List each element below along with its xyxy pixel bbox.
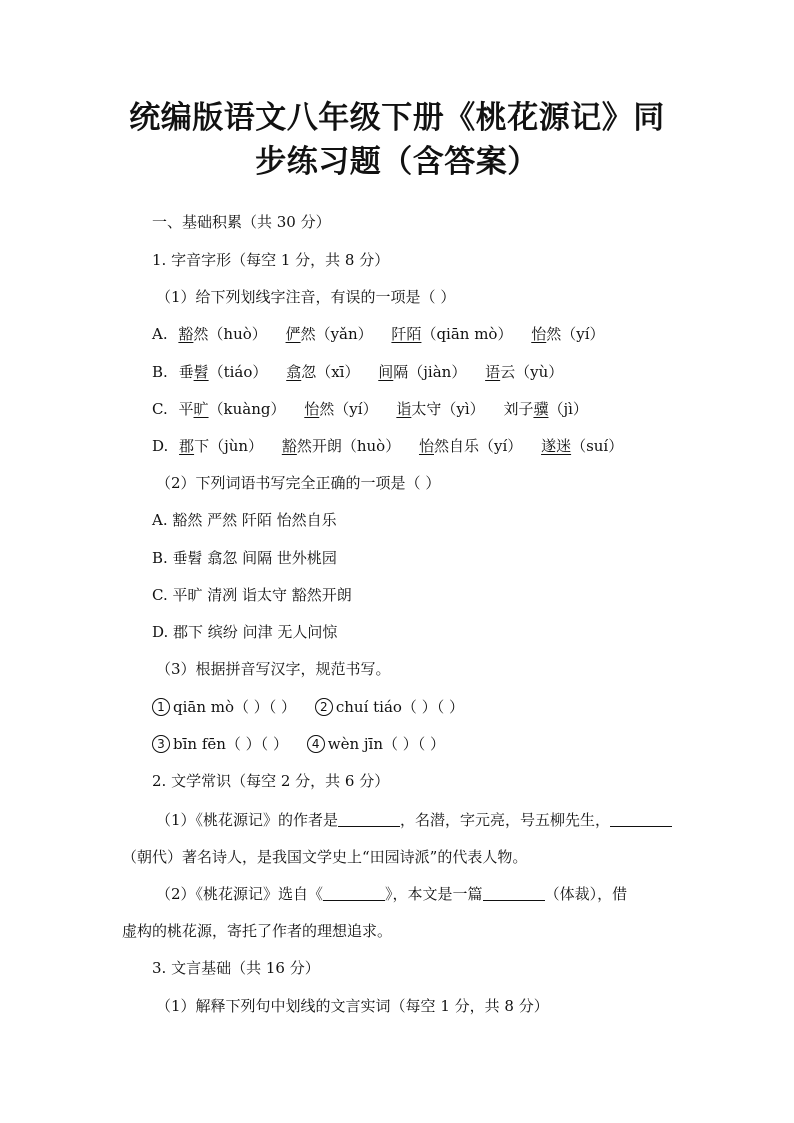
title-line-1: 统编版语文八年级下册《桃花源记》同: [129, 100, 665, 136]
word-option-a: A. 豁然 严然 阡陌 怡然自乐: [152, 511, 337, 529]
section-heading: 一、基础积累（共 30 分）: [152, 213, 331, 231]
question-2-heading: 2. 文学常识（每空 2 分，共 6 分）: [152, 772, 390, 790]
title-line-2: 步练习题（含答案）: [255, 144, 539, 180]
circled-number: 4: [307, 735, 325, 753]
word-option-b: B. 垂髫 翕忽 间隔 世外桃园: [152, 549, 337, 567]
answer-blank: [483, 886, 545, 901]
option-b: B. 垂髫（tiáo） 翕忽（xī） 间隔（jiàn） 语云（yù）: [152, 363, 564, 381]
option-d: D. 郡下（jùn） 豁然开朗（huò） 怡然自乐（yí） 遂迷（suí）: [152, 437, 624, 455]
answer-blank: [338, 812, 400, 827]
question-3-1: （1）解释下列句中划线的文言实词（每空 1 分，共 8 分）: [156, 997, 549, 1015]
circled-number: 1: [152, 698, 170, 716]
option-a: A. 豁然（huò） 俨然（yǎn） 阡陌（qiān mò） 怡然（yí）: [152, 325, 605, 343]
word-option-c: C. 平旷 清冽 诣太守 豁然开朗: [152, 586, 352, 604]
circled-number: 3: [152, 735, 170, 753]
question-1-heading: 1. 字音字形（每空 1 分，共 8 分）: [152, 251, 390, 269]
question-1-2: （2）下列词语书写完全正确的一项是（ ）: [156, 474, 441, 492]
pinyin-row-1: 1 qiān mò（ ）（ ） 2 chuí tiáo（ ）（ ）: [152, 697, 464, 717]
answer-blank: [323, 886, 385, 901]
question-1-1: （1）给下列划线字注音，有误的一项是（ ）: [156, 288, 456, 306]
question-1-3: （3）根据拼音写汉字，规范书写。: [156, 660, 391, 678]
answer-blank: [610, 812, 672, 827]
question-2-1-line1: （1）《桃花源记》的作者是 ，名潜，字元亮，号五柳先生，: [156, 810, 672, 830]
question-3-heading: 3. 文言基础（共 16 分）: [152, 959, 320, 977]
question-2-2-line1: （2）《桃花源记》选自《 》，本文是一篇 （体裁），借: [156, 885, 628, 903]
word-option-d: D. 郡下 缤纷 问津 无人问惊: [152, 623, 338, 641]
option-c: C. 平旷（kuàng） 怡然（yí） 诣太守（yì） 刘子骥（jì）: [152, 400, 588, 418]
circled-number: 2: [315, 698, 333, 716]
document-title: [100, 96, 694, 184]
question-2-1-line2: （朝代）著名诗人，是我国文学史上“田园诗派”的代表人物。: [122, 848, 528, 866]
pinyin-row-2: 3 bīn fēn（ ）（ ） 4 wèn jīn（ ）（ ）: [152, 734, 445, 754]
question-2-2-line2: 虚构的桃花源，寄托了作者的理想追求。: [122, 922, 393, 940]
